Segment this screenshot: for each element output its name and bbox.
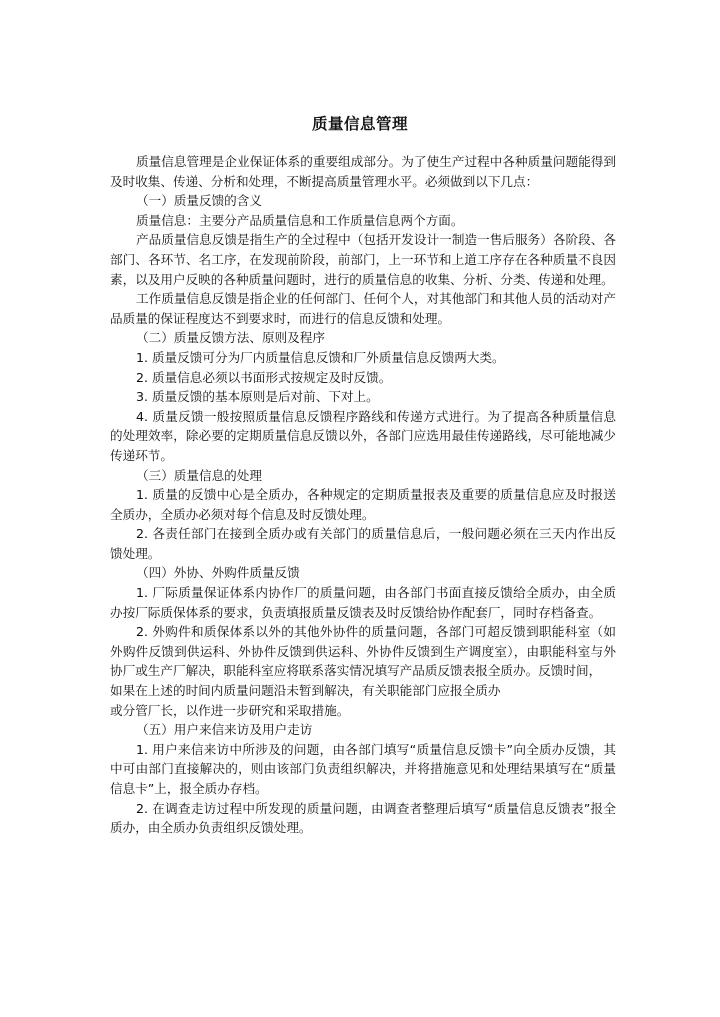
list-item: 2. 质量信息必须以书面形式按规定及时反馈。 [136, 369, 392, 385]
continuation-line: 如果在上述的时间内质量问题沿未暂到解决，有关职能部门应报全质办 [110, 683, 501, 699]
body-paragraph: 产品质量信息反馈是指生产的全过程中（包括开发设计一制造一售后服务）各阶段、各部门、各环节、名工序，在发现前阶段，前部门，上一环节和上道工序存在各种质量不良因素，以及用户反映的各种质量问题时，进行的质量信息的收集、分析、分类、传递和处理。 [110, 232, 616, 287]
list-item: 1. 质量的反馈中心是全质办，各种规定的定期质量报表及重要的质量信息应及时报送全质办，全质办必须对每个信息及时反馈处理。 [110, 487, 616, 522]
list-item: 1. 质量反馈可分为厂内质量信息反馈和厂外质量信息反馈两大类。 [136, 349, 505, 365]
list-item: 2. 在调查走访过程中所发现的质量问题，由调查者整理后填写“质量信息反馈表”报全质办，由全质办负责组织反馈处理。 [110, 800, 616, 836]
intro-paragraph: 质量信息管理是企业保证体系的重要组成部分。为了使生产过程中各种质量问题能得到及时收集、传递、分析和处理，不断提高质量管理水平。必须做到以下几点： [110, 154, 616, 189]
section-heading-5: （五）用户来信来访及用户走访 [136, 722, 313, 738]
section-heading-1: （一）质量反馈的含义 [136, 193, 262, 209]
list-item: 1. 厂际质量保证体系内协作厂的质量问题，由各部门书面直接反馈给全质办，由全质办按厂际质保体系的要求，负责填报质量反馈表及时反馈给协作配套厂，同时存档备查。 [110, 585, 616, 620]
document-title: 质量信息管理 [311, 115, 408, 133]
list-item: 2. 各责任部门在接到全质办或有关部门的质量信息后，一般问题必须在三天内作出反馈处理。 [110, 526, 616, 561]
section-heading-4: （四）外协、外购件质量反馈 [136, 565, 300, 581]
section-heading-2: （二）质量反馈方法、原则及程序 [136, 330, 325, 346]
list-item: 4. 质量反馈一般按照质量信息反馈程序路线和传递方式进行。为了提高各种质量信息的处理效率，除必要的定期质量信息反馈以外，各部门应选用最佳传递路线，尽可能地减少传递环节。 [110, 408, 616, 463]
section-heading-3: （三）质量信息的处理 [136, 467, 262, 483]
list-item: 1. 用户来信来访中所涉及的问题，由各部门填写“质量信息反馈卡”向全质办反馈，其中可由部门直接解决的，则由该部门负责组织解决，并将措施意见和处理结果填写在“质量信息卡”上，报全质办存档。 [110, 741, 616, 796]
list-item: 2. 外购件和质保体系以外的其他外协件的质量问题，各部门可超反馈到职能科室（如外购件反馈到供运科、外协件反馈到供运科、外协件反馈到生产调度室），由职能科室与外协厂或生产厂解决，职能科室应将联系落实情况填写产品质反馈表报全质办。反馈时间， [110, 624, 616, 679]
continuation-line: 或分管厂长，以作进一步研究和采取措施。 [110, 702, 350, 718]
body-paragraph: 质量信息：主要分产品质量信息和工作质量信息两个方面。 [136, 212, 464, 228]
body-paragraph: 工作质量信息反馈是指企业的任何部门、任何个人，对其他部门和其他人员的活动对产品质量的保证程度达不到要求时，而进行的信息反馈和处理。 [110, 291, 616, 326]
list-item: 3. 质量反馈的基本原则是后对前、下对上。 [136, 389, 379, 405]
document-body [110, 152, 616, 838]
